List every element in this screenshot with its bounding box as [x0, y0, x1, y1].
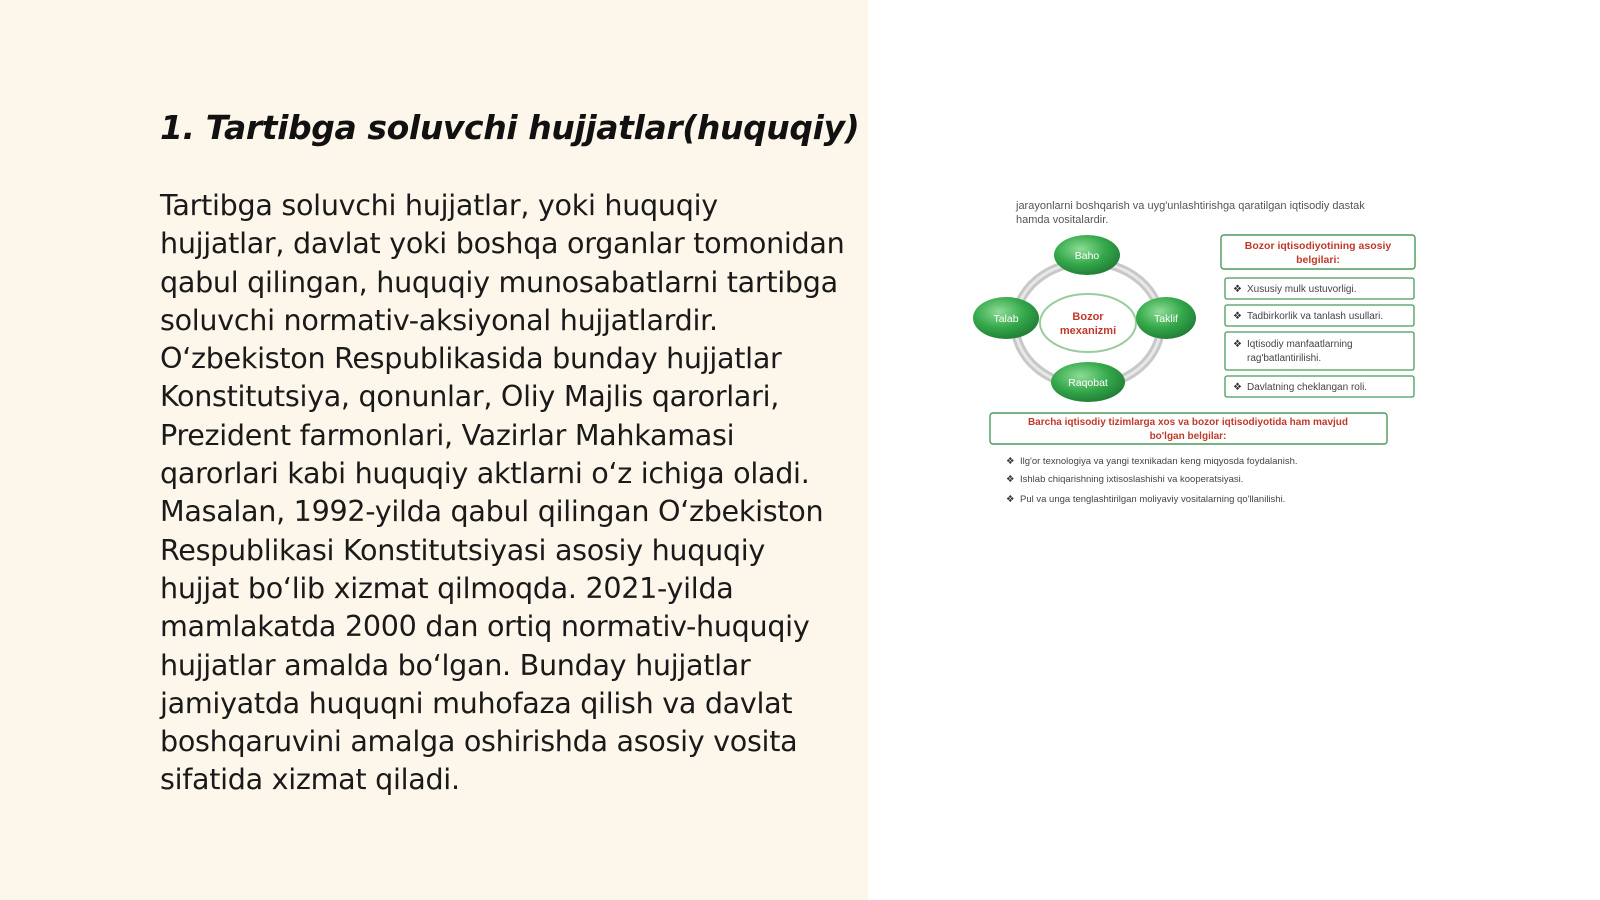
sign-bullet-2: ❖ — [1233, 311, 1242, 322]
common-item-1: Ilg'or texnologiya va yangi texnikadan keng miqyosda foydalanish. — [1020, 456, 1298, 467]
cycle-node-left-label: Talab — [993, 313, 1019, 325]
sign-text-4: Davlatning cheklangan roli. — [1247, 382, 1368, 393]
common-bullet-2: ❖ — [1006, 474, 1015, 485]
common-item-2: Ishlab chiqarishning ixtisoslashishi va kooperatsiyasi. — [1020, 474, 1244, 485]
cycle-node-top-label: Baho — [1074, 250, 1100, 262]
cycle-node-right-label: Taklif — [1154, 313, 1178, 325]
sign-text-3a: Iqtisodiy manfaatlarning — [1247, 339, 1353, 350]
slide-title: 1. Tartibga soluvchi hujjatlar(huquqiy) — [160, 108, 860, 147]
figure-intro-line-1: jarayonlarni boshqarish va uyg'unlashtirishga qaratilgan iqtisodiy dastak — [1016, 200, 1365, 212]
sign-text-1: Xususiy mulk ustuvorligi. — [1247, 284, 1357, 295]
sign-text-2: Tadbirkorlik va tanlash usullari. — [1247, 311, 1384, 322]
sign-bullet-4: ❖ — [1233, 382, 1242, 393]
sign-bullet-1: ❖ — [1233, 284, 1242, 295]
common-item-3: Pul va unga tenglashtirilgan moliyaviy vositalarning qo'llanilishi. — [1020, 494, 1286, 505]
signs-header-line-1: Bozor iqtisodiyotining asosiy — [1244, 240, 1392, 252]
figure-intro-line-2: hamda vositalardir. — [1016, 214, 1109, 226]
cycle-center-line-1: Bozor — [1072, 311, 1104, 323]
market-mechanism-figure — [968, 192, 1436, 510]
signs-header-line-2: belgilari: — [1296, 254, 1340, 266]
slide-body-text: Tartibga soluvchi hujjatlar, yoki huquqiy hujjatlar, davlat yoki boshqa organlar tomonidan qabul qilingan, huquqiy munosabatlarni tartibga soluvchi normativ-aksiyonal hujjatlardir. O‘zbekiston Respublikasida bunday hujjatlar Konstitutsiya, qonunlar, Oliy Majlis qarorlari, Prezident farmonlari, Vazirlar Mahkamasi qarorlari kabi huquqiy aktlarni o‘z ichiga oladi. Masalan, 1992-yilda qabul qilingan O‘zbekiston Respublikasi Konstitutsiyasi asosiy huquqiy hujjat bo‘lib xizmat qilmoqda. 2021-yilda mamlakatda 2000 dan ortiq normativ-huquqiy hujjatlar amalda bo‘lgan. Bunday hujjatlar jamiyatda huquqni muhofaza qilish va davlat boshqaruvini amalga oshirishda asosiy vosita sifatida xizmat qiladi. — [160, 188, 845, 797]
common-bullet-3: ❖ — [1006, 494, 1015, 505]
common-bullet-1: ❖ — [1006, 456, 1015, 467]
sign-bullet-3: ❖ — [1233, 339, 1242, 350]
sign-text-3b: rag'batlantirilishi. — [1247, 353, 1322, 364]
cycle-node-bottom-label: Raqobat — [1068, 377, 1108, 389]
common-header-line-1: Barcha iqtisodiy tizimlarga xos va bozor iqtisodiyotida ham mavjud — [1027, 417, 1349, 428]
common-header-line-2: bo'lgan belgilar: — [1149, 431, 1227, 442]
cycle-center — [1040, 294, 1136, 352]
cycle-center-line-2: mexanizmi — [1059, 325, 1117, 337]
sign-box-3 — [1225, 332, 1414, 370]
